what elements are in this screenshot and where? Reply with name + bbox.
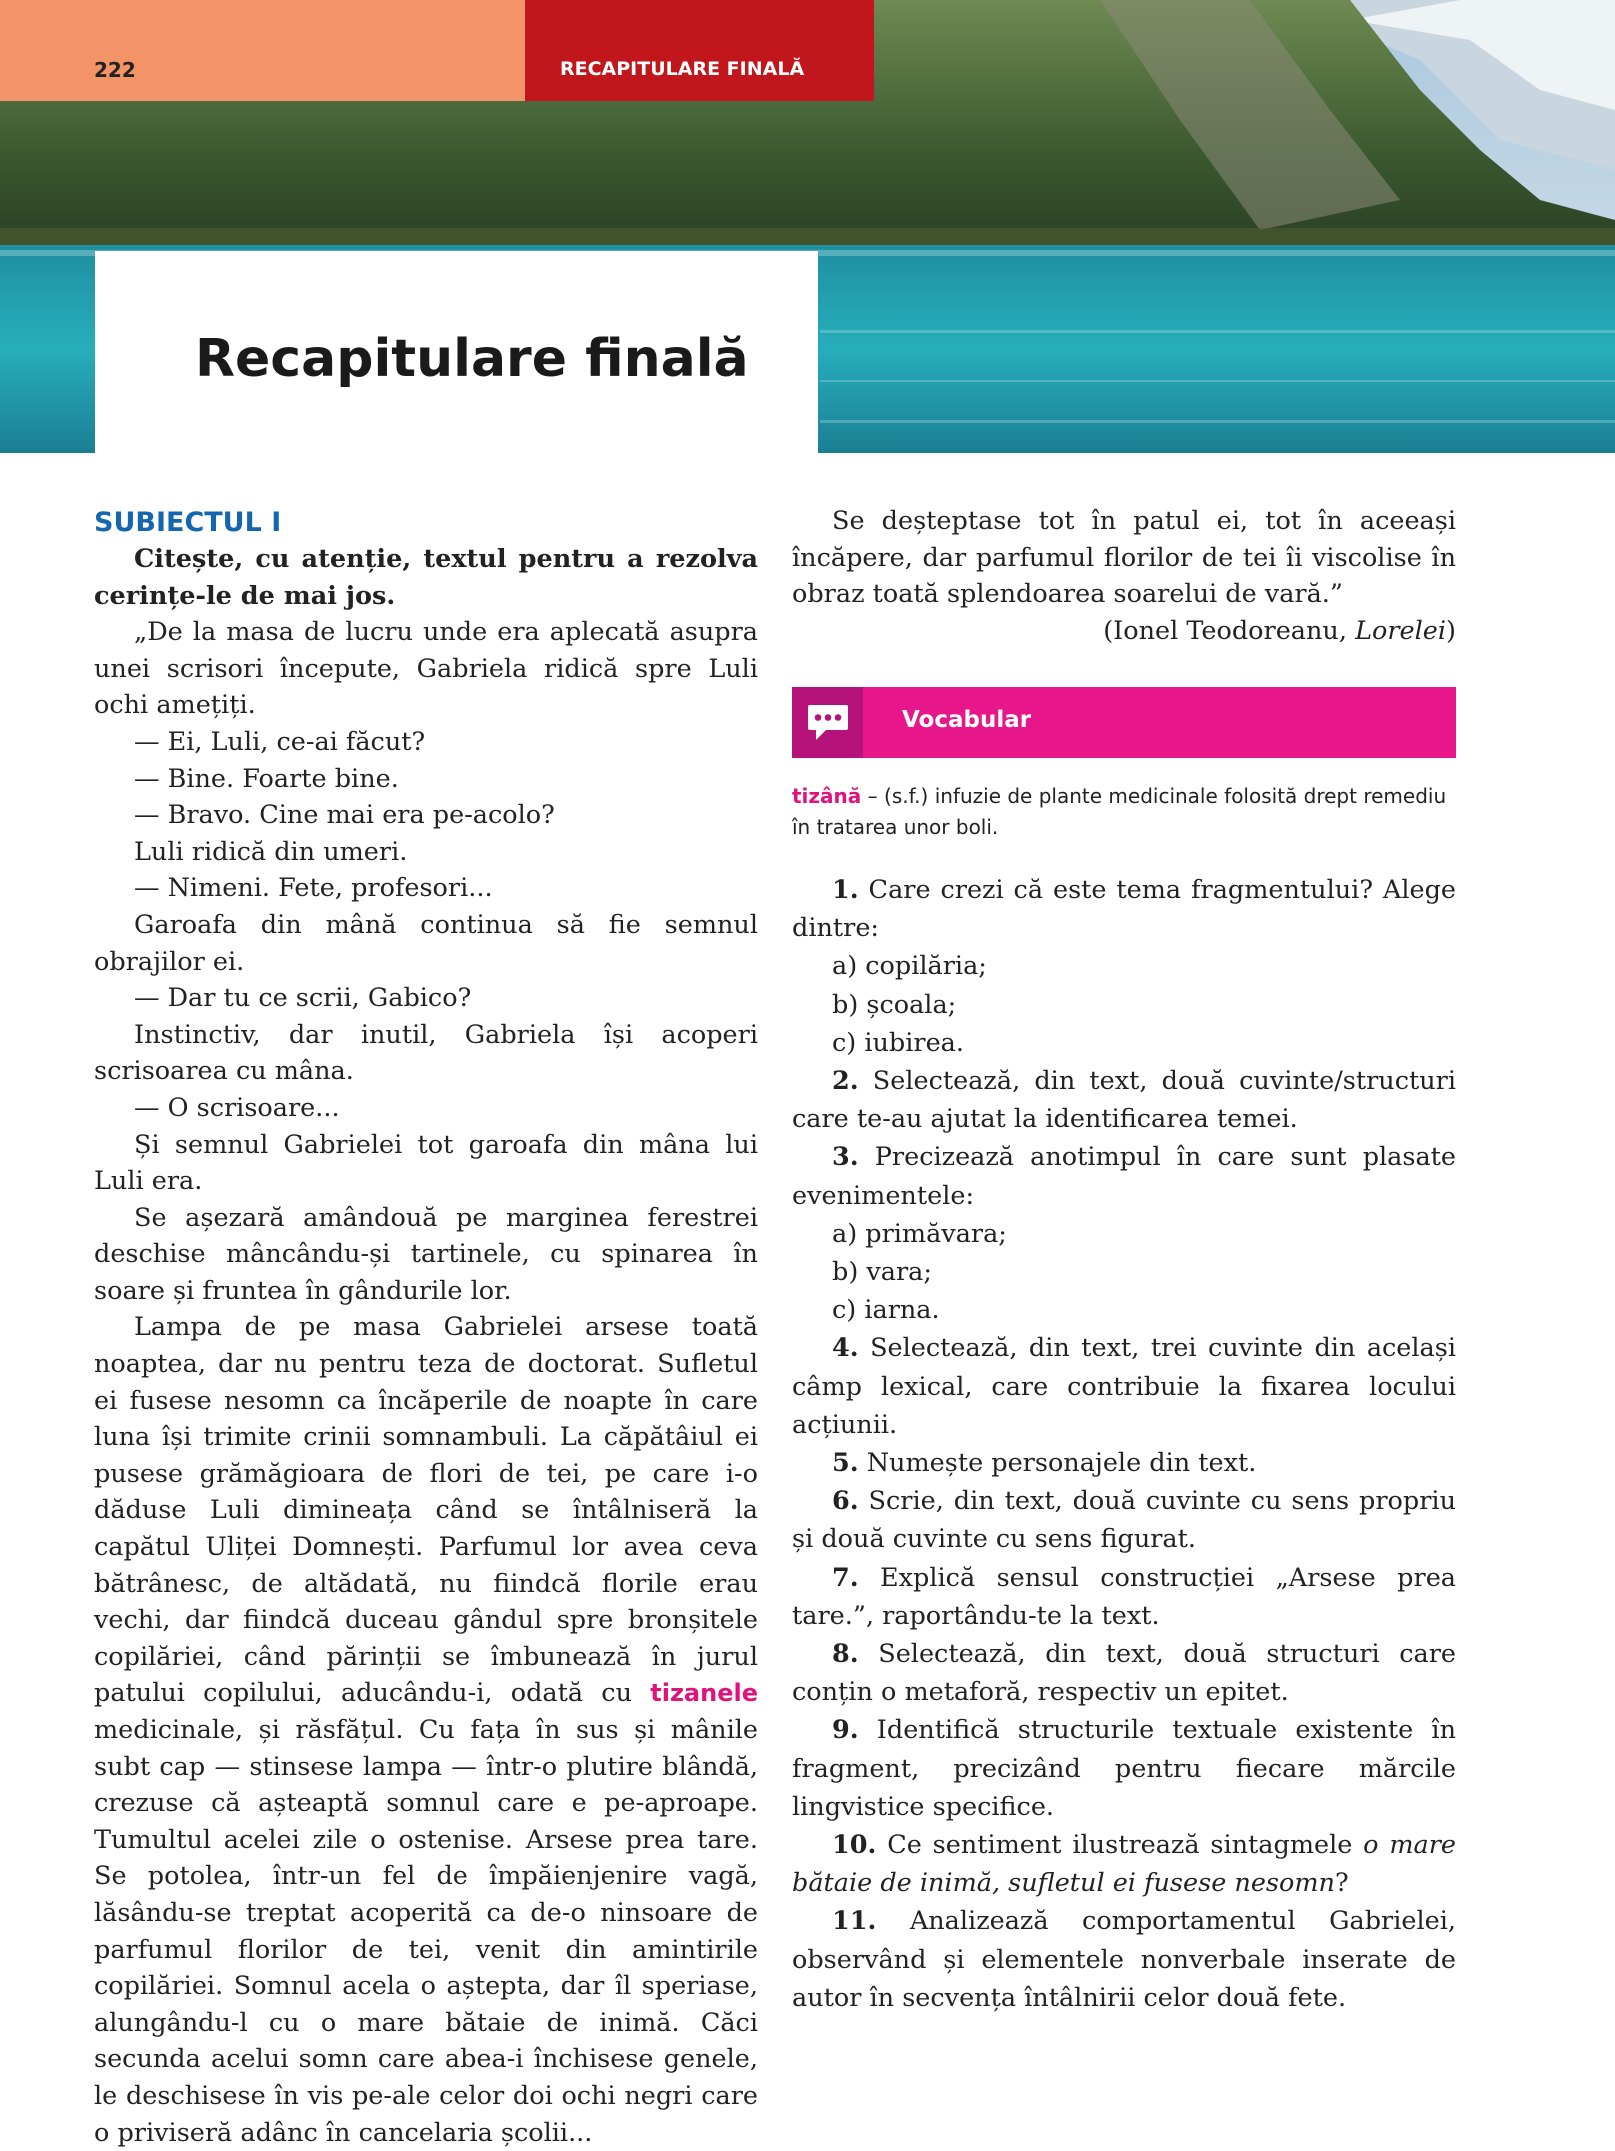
text-line: — O scrisoare...: [134, 1092, 340, 1123]
question-text: Identifică structurile textuale existente în fragment, precizând pentru fiecare mărcile lingvistice specifice.: [792, 1715, 1456, 1822]
question-number: 6.: [832, 1486, 859, 1517]
question-number: 9.: [832, 1715, 859, 1746]
question-italic: o mare bătaie de inimă, sufletul ei fusese nesomn: [792, 1830, 1456, 1899]
question-number: 2.: [832, 1066, 859, 1097]
question-text: Numește personajele din text.: [858, 1448, 1257, 1479]
text-line: — Bravo. Cine mai era pe-acolo?: [134, 800, 555, 831]
right-column: [792, 503, 1456, 649]
page-number: 222: [94, 58, 136, 82]
vocabulary-banner: [792, 687, 1456, 758]
vocabulary-definition-text: – (s.f.) infuzie de plante medicinale folosită drept remediu în tratarea unor boli.: [792, 784, 1447, 839]
option: a) primăvara;: [832, 1218, 1007, 1249]
question-7: [792, 1559, 1456, 1635]
question-number: 7.: [832, 1562, 859, 1593]
main-paragraph: [94, 1309, 758, 2151]
question-number: 5.: [832, 1448, 859, 1479]
text-line: Instinctiv, dar inutil, Gabriela își acoperi scrisoarea cu mâna.: [94, 1019, 758, 1087]
title-box: [95, 251, 818, 453]
question-text: Ce sentiment ilustrează sintagmele: [876, 1830, 1364, 1861]
text-line: — Nimeni. Fete, profesori...: [134, 873, 493, 904]
question-10: [792, 1826, 1456, 1902]
question-4: [792, 1329, 1456, 1444]
option: b) vara;: [832, 1257, 932, 1288]
text-line: Și semnul Gabrielei tot garoafa din mâna lui Luli era.: [94, 1129, 758, 1197]
question-text: Analizează comportamentul Gabrielei, observând și elementele nonverbale inserate de autor în secvența întâlnirii celor două fete.: [792, 1906, 1456, 2013]
question-text: Scrie, din text, două cuvinte cu sens propriu și două cuvinte cu sens figurat.: [792, 1486, 1456, 1555]
text-line: Garoafa din mână continua să fie semnul obrajilor ei.: [94, 909, 758, 977]
question-6: [792, 1482, 1456, 1558]
question-text: Selectează, din text, două cuvinte/structuri care te-au ajutat la identificarea temei.: [792, 1066, 1456, 1135]
text-line: — Ei, Luli, ce-ai făcut?: [134, 726, 426, 757]
citation-work: Lorelei: [1355, 615, 1447, 646]
paragraph-part: Lampa de pe masa Gabrielei arsese toată noaptea, dar nu pentru teza de doctorat. Sufletul ei fusese nesomn ca încăperile de noapte în care luna își trimite crinii somnambuli. La căpătâiul ei pusese grămăgioara de flori de tei, pe care i-o dăduse Luli dimineața când se întâlniseră la capătul Uliței Domnești. Parfumul lor avea ceva bătrânesc, de altădată, nu fiindcă florile erau vechi, dar fiindcă duceau gândul spre bronșitele copilăriei, când părinții se îmbunează în jurul patului copilului, aducându-i, odată cu: [94, 1312, 758, 1709]
text-line: Luli ridică din umeri.: [134, 836, 408, 867]
question-11: [792, 1902, 1456, 2017]
question-text: Explică sensul construcției „Arsese prea tare.”, raportându-te la text.: [792, 1562, 1456, 1631]
text-line: „De la masa de lucru unde era aplecată asupra unei scrisori începute, Gabriela ridică spre Luli ochi amețiți.: [94, 617, 758, 721]
question-5: [792, 1444, 1456, 1482]
vocabulary-title: Vocabular: [902, 707, 1032, 733]
text-line: Se așezară amândouă pe marginea ferestrei deschise mâncându-și tartinele, cu spinarea în soare și fruntea în gândurile lor.: [94, 1202, 758, 1306]
question-text-end: ?: [1334, 1868, 1349, 1899]
option: a) copilăria;: [832, 951, 987, 982]
vocabulary-definition: [792, 781, 1456, 843]
citation-author: (Ionel Teodoreanu,: [1103, 615, 1347, 646]
highlighted-word: tizanele: [650, 1679, 758, 1708]
question-2: [792, 1062, 1456, 1138]
question-number: 10.: [832, 1830, 877, 1861]
chapter-label: RECAPITULARE FINALĂ: [560, 58, 805, 80]
question-number: 1.: [832, 875, 859, 905]
questions-list: [792, 871, 1456, 2017]
question-text: Precizează anotimpul în care sunt plasate evenimentele:: [792, 1142, 1456, 1211]
question-number: 3.: [832, 1142, 859, 1173]
left-column: [94, 505, 758, 2151]
question-number: 4.: [832, 1333, 859, 1364]
text-line: — Dar tu ce scrii, Gabico?: [134, 983, 472, 1014]
page-title: Recapitulare finală: [195, 329, 749, 389]
question-text: Care crezi că este tema fragmentului? Alege dintre:: [792, 875, 1456, 944]
citation-close: ): [1446, 615, 1456, 646]
text-end: Se deșteptase tot în patul ei, tot în aceeași încăpere, dar parfumul florilor de tei îi viscolise în obraz toată splendoarea soarelui de vară.”: [792, 506, 1456, 610]
question-number: 8.: [832, 1639, 859, 1670]
option: c) iubirea.: [832, 1027, 964, 1058]
question-text: Selectează, din text, două structuri care conțin o metaforă, respectiv un epitet.: [792, 1639, 1456, 1708]
text-line: — Bine. Foarte bine.: [134, 763, 399, 794]
option: c) iarna.: [832, 1295, 940, 1326]
page-number-tab: [0, 0, 525, 101]
question-8: [792, 1635, 1456, 1711]
chapter-tab: [525, 0, 874, 101]
speech-bubble-icon: [792, 687, 863, 758]
question-9: [792, 1711, 1456, 1826]
citation: [792, 613, 1456, 650]
option: b) școala;: [832, 989, 957, 1020]
subject-heading: SUBIECTUL I: [94, 507, 282, 538]
paragraph-part: medicinale, și răsfățul. Cu fața în sus și mânile subt cap — stinsese lampa — într-o plutire blândă, crezuse că așteaptă somnul care e pe-aproape. Tumultul acelei zile o ostenise. Arsese prea tare. Se potolea, într-un fel de împăienjenire vagă, lăsându-se treptat acoperită ca de-o ninsoare de parfumul florilor de tei, venit din amintirile copilăriei. Somnul acela o aștepta, dar îl speriase, alungându-l cu o mare bătaie de inimă. Căci secunda acelui somn care abea-i închisese genele, le deschisese în vis pe-ale celor doi ochi negri care o priviseră adânc în cancelaria școlii...: [94, 1715, 758, 2148]
question-1: [792, 871, 1456, 947]
question-number: 11.: [832, 1906, 877, 1937]
question-text: Selectează, din text, trei cuvinte din același câmp lexical, care contribuie la fixarea locului acțiunii.: [792, 1333, 1456, 1440]
question-3: [792, 1138, 1456, 1214]
instruction: Citește, cu atenție, textul pentru a rezolva cerințe-le de mai jos.: [94, 544, 758, 611]
vocabulary-term: tizână: [792, 784, 862, 808]
